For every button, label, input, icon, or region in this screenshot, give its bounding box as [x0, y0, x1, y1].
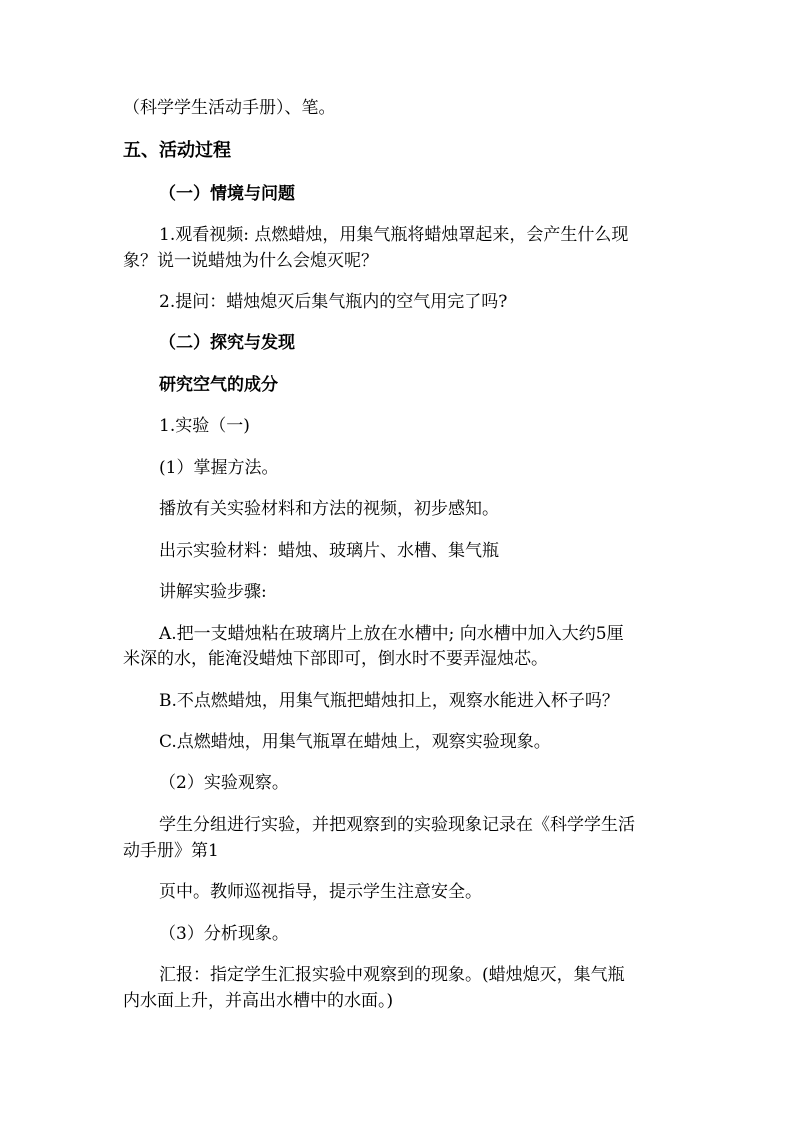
step-a-line1: A.把一支蜡烛粘在玻璃片上放在水槽中; 向水槽中加入大约5厘: [159, 624, 624, 644]
experiment-one-heading: 1.实验（一): [159, 416, 250, 436]
step-a-line2: 米深的水，能淹没蜡烛下部即可，倒水时不要弄湿烛芯。: [123, 649, 548, 669]
paragraph-question: 2.提问：蜡烛熄灭后集气瓶内的空气用完了吗?: [159, 292, 508, 312]
paragraph-report-line2: 内水面上升，并高出水槽中的水面。): [123, 991, 394, 1011]
materials-line: （科学学生活动手册）、笔。: [123, 98, 336, 118]
subheading-explore-discover: （二）探究与发现: [159, 333, 295, 353]
paragraph-report-line1: 汇报：指定学生汇报实验中观察到的现象。(蜡烛熄灭，集气瓶: [159, 965, 625, 985]
paragraph-teacher-guidance: 页中。教师巡视指导，提示学生注意安全。: [159, 882, 482, 902]
step-analyze: （3）分析现象。: [159, 924, 289, 944]
paragraph-play-video: 播放有关实验材料和方法的视频，初步感知。: [159, 499, 499, 519]
step-c: C.点燃蜡烛，用集气瓶罩在蜡烛上，观察实验现象。: [159, 732, 551, 752]
paragraph-watch-video-line1: 1.观看视频: 点燃蜡烛，用集气瓶将蜡烛罩起来，会产生什么现: [159, 225, 629, 245]
paragraph-explain-steps: 讲解实验步骤:: [159, 582, 267, 602]
topic-air-composition: 研究空气的成分: [159, 375, 278, 395]
subheading-situation-question: （一）情境与问题: [159, 184, 295, 204]
step-b: B.不点燃蜡烛，用集气瓶把蜡烛扣上，观察水能进入杯子吗？: [159, 691, 619, 711]
paragraph-group-experiment-line2: 动手册》第1: [123, 841, 219, 861]
step-master-method: (1）掌握方法。: [159, 458, 279, 478]
paragraph-group-experiment-line1: 学生分组进行实验，并把观察到的实验现象记录在《科学学生活: [159, 815, 635, 835]
step-observation: （2）实验观察。: [159, 773, 289, 793]
paragraph-materials: 出示实验材料：蜡烛、玻璃片、水槽、集气瓶: [159, 541, 499, 561]
section-heading-activity-process: 五、活动过程: [123, 140, 231, 161]
paragraph-watch-video-line2: 象？说一说蜡烛为什么会熄灭呢？: [123, 251, 378, 271]
